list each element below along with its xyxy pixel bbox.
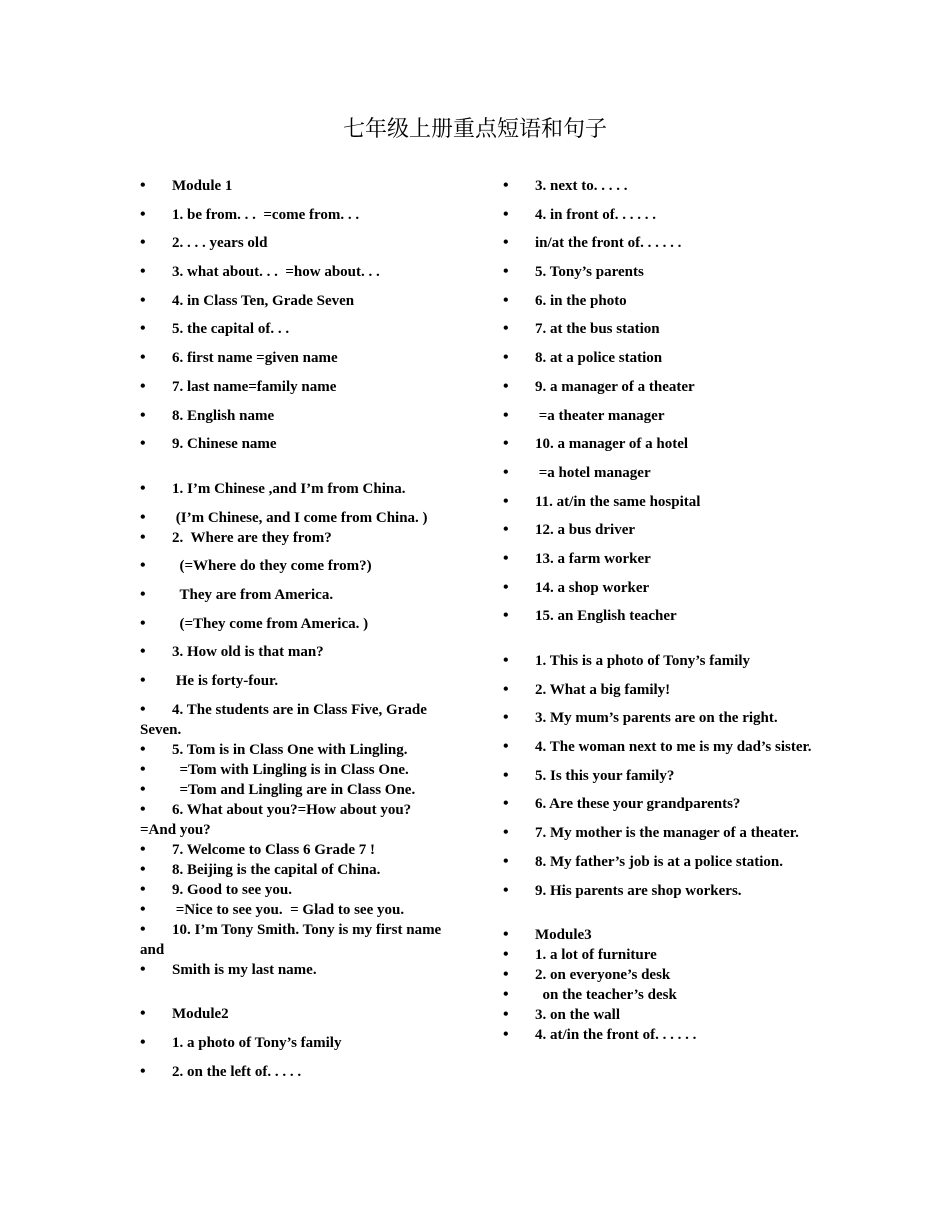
bullet-item: • =Tom and Lingling are in Class One.: [140, 780, 450, 800]
bullet-item: • =a hotel manager: [503, 463, 823, 483]
bullet-item: • 11. at/in the same hospital: [503, 492, 823, 512]
bullet-item: • 8. English name: [140, 406, 450, 426]
bullet-item: • 15. an English teacher: [503, 606, 823, 626]
bullet-item: • 13. a farm worker: [503, 549, 823, 569]
bullet-item: • 5. the capital of. . .: [140, 319, 450, 339]
bullet-item: • 4. in Class Ten, Grade Seven: [140, 291, 450, 311]
bullet-item: • 1. I’m Chinese ,and I’m from China.: [140, 479, 450, 499]
bullet-item: • =Nice to see you. = Glad to see you.: [140, 900, 450, 920]
bullet-item: • 5. Is this your family?: [503, 766, 823, 786]
bullet-item: • (=Where do they come from?): [140, 556, 450, 576]
section-gap: [140, 463, 450, 479]
bullet-item: • He is forty-four.: [140, 671, 450, 691]
bullet-item: • 9. His parents are shop workers.: [503, 881, 823, 901]
bullet-item: • 6. first name =given name: [140, 348, 450, 368]
bullet-item: • 6. in the photo: [503, 291, 823, 311]
bullet-item: • 4. The woman next to me is my dad’s sister.: [503, 737, 823, 757]
bullet-item: • Smith is my last name.: [140, 960, 450, 980]
bullet-item: • Module 1: [140, 176, 450, 196]
bullet-item: • 2. . . . years old: [140, 233, 450, 253]
bullet-item: • 3. on the wall: [503, 1005, 823, 1025]
bullet-item: • 10. I’m Tony Smith. Tony is my first name and: [140, 920, 450, 960]
bullet-item: • 4. The students are in Class Five, Grade Seven.: [140, 700, 450, 740]
bullet-item: • 8. at a police station: [503, 348, 823, 368]
bullet-item: • 8. My father’s job is at a police station.: [503, 852, 823, 872]
bullet-item: • Module2: [140, 1004, 450, 1024]
bullet-item: • 9. a manager of a theater: [503, 377, 823, 397]
section-gap: [140, 988, 450, 1004]
bullet-item: • 3. My mum’s parents are on the right.: [503, 708, 823, 728]
bullet-item: • Module3: [503, 925, 823, 945]
bullet-item: • 10. a manager of a hotel: [503, 434, 823, 454]
bullet-item: • 9. Good to see you.: [140, 880, 450, 900]
bullet-item: • 5. Tom is in Class One with Lingling.: [140, 740, 450, 760]
bullet-item: • (I’m Chinese, and I come from China. ): [140, 508, 450, 528]
left-column: [140, 176, 450, 1090]
bullet-item: • 2. on everyone’s desk: [503, 965, 823, 985]
bullet-item: • 7. Welcome to Class 6 Grade 7 !: [140, 840, 450, 860]
bullet-item: • 3. what about. . . =how about. . .: [140, 262, 450, 282]
bullet-item: • 12. a bus driver: [503, 520, 823, 540]
bullet-item: • 4. at/in the front of. . . . . .: [503, 1025, 823, 1045]
bullet-item: • in/at the front of. . . . . .: [503, 233, 823, 253]
bullet-item: • =a theater manager: [503, 406, 823, 426]
section-gap: [503, 635, 823, 651]
bullet-item: • (=They come from America. ): [140, 614, 450, 634]
bullet-item: • 1. This is a photo of Tony’s family: [503, 651, 823, 671]
bullet-item: • 5. Tony’s parents: [503, 262, 823, 282]
bullet-item: • 3. How old is that man?: [140, 642, 450, 662]
right-column: [503, 176, 823, 1045]
section-gap: [503, 909, 823, 925]
bullet-item: • 6. Are these your grandparents?: [503, 794, 823, 814]
bullet-item: • 1. a lot of furniture: [503, 945, 823, 965]
bullet-item: • =Tom with Lingling is in Class One.: [140, 760, 450, 780]
page-title: 七年级上册重点短语和句子: [342, 117, 607, 142]
bullet-item: • 7. My mother is the manager of a theater.: [503, 823, 823, 843]
bullet-item: • 6. What about you?=How about you? =And you?: [140, 800, 450, 840]
bullet-item: • 7. last name=family name: [140, 377, 450, 397]
bullet-item: • 1. a photo of Tony’s family: [140, 1033, 450, 1053]
bullet-item: • They are from America.: [140, 585, 450, 605]
bullet-item: • 2. What a big family!: [503, 680, 823, 700]
bullet-item: • 2. on the left of. . . . .: [140, 1062, 450, 1082]
bullet-item: • 8. Beijing is the capital of China.: [140, 860, 450, 880]
bullet-item: • 2. Where are they from?: [140, 528, 450, 548]
bullet-item: • 9. Chinese name: [140, 434, 450, 454]
bullet-item: • 3. next to. . . . .: [503, 176, 823, 196]
bullet-item: • 7. at the bus station: [503, 319, 823, 339]
bullet-item: • 1. be from. . . =come from. . .: [140, 205, 450, 225]
bullet-item: • 4. in front of. . . . . .: [503, 205, 823, 225]
bullet-item: • 14. a shop worker: [503, 578, 823, 598]
bullet-item: • on the teacher’s desk: [503, 985, 823, 1005]
